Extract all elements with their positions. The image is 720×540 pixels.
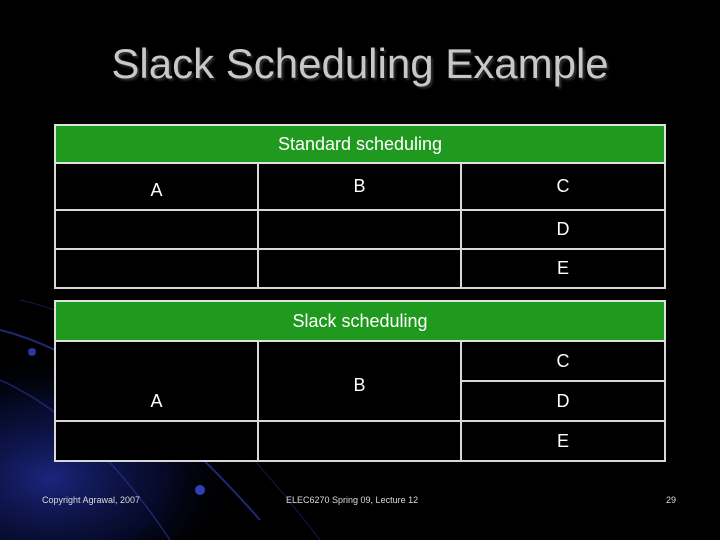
standard-cell-c: C: [461, 163, 665, 210]
slack-cell-a: A: [55, 341, 258, 421]
slack-empty-cell: [258, 421, 461, 461]
standard-empty-cell: [55, 249, 258, 288]
footer-page-number: 29: [666, 495, 677, 505]
slack-scheduling-header: Slack scheduling: [55, 301, 665, 341]
standard-empty-cell: [55, 210, 258, 249]
slack-cell-d: D: [461, 381, 665, 421]
standard-empty-cell: [258, 210, 461, 249]
slack-cell-b: B: [258, 341, 461, 421]
standard-empty-cell: [258, 249, 461, 288]
standard-scheduling-table: [54, 124, 666, 289]
standard-cell-e: E: [461, 249, 665, 288]
footer-copyright: Copyright Agrawal, 2007: [42, 495, 141, 505]
slack-empty-cell: [55, 421, 258, 461]
slide-title: Slack Scheduling Example: [111, 40, 609, 87]
slack-cell-c: C: [461, 341, 665, 381]
footer-course: ELEC6270 Spring 09, Lecture 12: [286, 495, 419, 505]
slack-cell-e: E: [461, 421, 665, 461]
standard-scheduling-header: Standard scheduling: [55, 125, 665, 163]
standard-cell-d: D: [461, 210, 665, 249]
standard-cell-b: B: [258, 163, 461, 210]
standard-cell-a: A: [55, 163, 258, 210]
slack-scheduling-table: [54, 300, 666, 462]
